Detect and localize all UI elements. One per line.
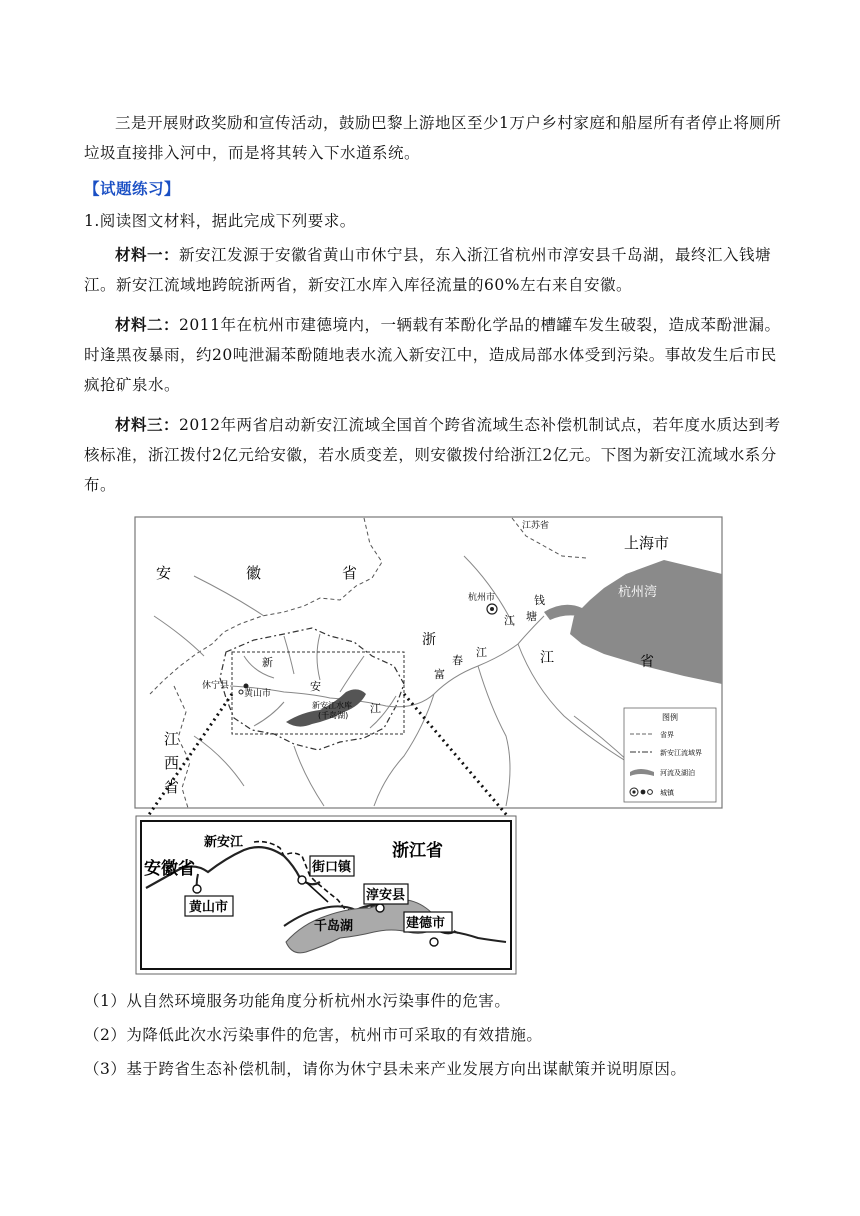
inset-label-huangshan: 黄山市 <box>189 900 229 915</box>
label-jiangsu: 江苏省 <box>522 521 550 531</box>
label-reservoir-2: (千岛湖) <box>318 711 349 720</box>
label-fuchun-1: 富 <box>434 668 445 681</box>
material-2 <box>84 310 784 400</box>
inset-chunan-marker <box>376 904 384 912</box>
question-3: （3）基于跨省生态补偿机制，请你为休宁县未来产业发展方向出谋献策并说明原因。 <box>84 1060 687 1078</box>
legend-town-3 <box>648 790 653 795</box>
label-xiuning: 休宁县 <box>202 681 230 691</box>
label-xinan-2: 安 <box>310 680 321 693</box>
label-hangzhou-bay: 杭州湾 <box>618 585 658 600</box>
question-intro: 1.阅读图文材料，据此完成下列要求。 <box>84 212 356 230</box>
question-2: （2）为降低此次水污染事件的危害，杭州市可采取的有效措施。 <box>84 1026 543 1044</box>
inset-label-jiekou: 街口镇 <box>312 860 352 875</box>
material-3 <box>84 410 784 500</box>
map-svg <box>134 516 724 976</box>
material-2-label: 材料二： <box>115 315 180 334</box>
label-anhui-1: 安 <box>156 564 172 582</box>
label-qiantang-1: 钱 <box>534 594 545 607</box>
label-xinan-3: 江 <box>370 702 381 715</box>
inset-label-anhui: 安徽省 <box>144 859 195 879</box>
label-anhui-3: 省 <box>342 564 358 582</box>
intro-paragraph: 三是开展财政奖励和宣传活动，鼓励巴黎上游地区至少1万户乡村家庭和船屋所有者停止将厕所垃圾直接排入河中，而是将其转入下水道系统。 <box>84 114 782 162</box>
inset-label-chunan: 淳安县 <box>366 888 406 903</box>
material-3-label: 材料三： <box>115 415 180 434</box>
inset-label-qiandaohu: 千岛湖 <box>314 919 354 934</box>
inset-label-xinanjiang: 新安江 <box>204 835 244 850</box>
label-qiantang-2: 塘 <box>526 610 537 623</box>
legend-town-1-dot <box>632 790 635 793</box>
label-hangzhou: 杭州市 <box>468 593 496 603</box>
inset-frame <box>136 816 516 974</box>
hangzhou-city-dot <box>490 607 494 611</box>
label-xinan-1: 新 <box>262 656 273 669</box>
huangshan-marker <box>239 690 243 694</box>
inset-huangshan-marker <box>193 885 201 893</box>
label-shanghai: 上海市 <box>624 534 670 552</box>
label-fuchun-2: 春 <box>452 654 463 667</box>
legend-item-river: 河流及湖泊 <box>660 769 695 777</box>
material-3-text: 2012年两省启动新安江流域全国首个跨省流域生态补偿机制试点，若年度水质达到考核标准，浙江拨付2亿元给安徽，若水质变差，则安徽拨付给浙江2亿元。下图为新安江流域水系分布。 <box>84 416 781 494</box>
section-title <box>84 174 784 204</box>
label-jiangxi-3: 省 <box>164 778 180 796</box>
label-zhejiang-1: 浙 <box>422 632 436 648</box>
label-huangshan: 黄山市 <box>244 689 272 699</box>
legend-title: 图例 <box>662 713 678 722</box>
material-1-text: 新安江发源于安徽省黄山市休宁县，东入浙江省杭州市淳安县千岛湖，最终汇入钱塘江。新安江流域地跨皖浙两省，新安江水库入库径流量的60%左右来自安徽。 <box>84 246 772 294</box>
label-zhejiang-2: 江 <box>540 650 554 666</box>
xinanjiang-basin-map <box>134 516 724 976</box>
label-qiantang-3: 江 <box>504 614 515 627</box>
label-jiangxi-2: 西 <box>164 754 180 772</box>
legend-town-2 <box>641 790 646 795</box>
legend-item-town: 城镇 <box>660 789 674 797</box>
label-reservoir-1: 新安江水库 <box>312 701 352 710</box>
material-1 <box>84 240 784 300</box>
legend-item-basin: 新安江流域界 <box>660 749 702 757</box>
inset-label-zhejiang: 浙江省 <box>392 841 443 861</box>
label-anhui-2: 徽 <box>246 564 262 582</box>
legend-item-province: 省界 <box>660 731 674 739</box>
label-fuchun-3: 江 <box>476 646 487 659</box>
inset-jiekou-marker <box>298 876 306 884</box>
question-1: （1）从自然环境服务功能角度分析杭州水污染事件的危害。 <box>84 992 511 1010</box>
label-zhejiang-3: 省 <box>640 654 654 670</box>
inset-label-jiande: 建德市 <box>406 916 446 931</box>
section-title-text: 【试题练习】 <box>84 180 181 198</box>
label-jiangxi-1: 江 <box>164 730 180 748</box>
material-1-label: 材料一： <box>115 245 180 264</box>
xiuning-marker <box>244 684 249 689</box>
inset-jiande-marker <box>430 938 438 946</box>
material-2-text: 2011年在杭州市建德境内，一辆载有苯酚化学品的槽罐车发生破裂，造成苯酚泄漏。时逢黑夜暴雨，约20吨泄漏苯酚随地表水流入新安江中，造成局部水体受到污染。事故发生后市民疯抢矿泉水。 <box>84 316 781 394</box>
